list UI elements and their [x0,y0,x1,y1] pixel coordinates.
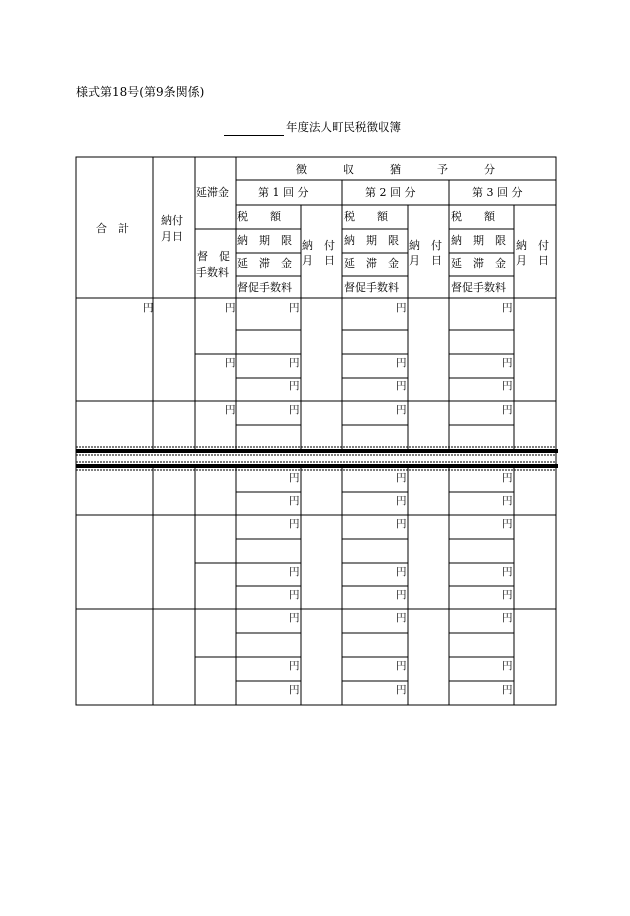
header-delinquency: 延滞金 [196,186,229,199]
header-late-fee: 延 滞 金 [344,257,399,270]
yen-unit: 円 [502,660,513,672]
header-due-date: 納 期 限 [451,234,506,247]
header-paydate-line1: 納付 [161,214,183,227]
header-deferral-char: 予 [437,163,448,176]
yen-unit: 円 [143,302,154,314]
header-paydate-line2: 月日 [161,230,183,243]
yen-unit: 円 [396,302,407,314]
yen-unit: 円 [502,404,513,416]
header-reminder-fee: 督促手数料 [344,281,399,294]
yen-unit: 円 [225,404,236,416]
page-title: 年度法人町民税徴収簿 [286,120,401,134]
header-deferral-char: 分 [484,163,495,176]
header-installment-1: 第 1 回 分 [258,186,309,199]
yen-unit: 円 [289,518,300,530]
yen-unit: 円 [289,472,300,484]
yen-unit: 円 [502,472,513,484]
yen-unit: 円 [396,518,407,530]
form-number-label: 様式第18号(第9条関係) [76,85,205,99]
header-late-fee: 延 滞 金 [237,257,292,270]
header-late-fee: 延 滞 金 [451,257,506,270]
yen-unit: 円 [289,660,300,672]
header-pay-line2: 月 日 [409,254,442,267]
yen-unit: 円 [502,684,513,696]
yen-unit: 円 [396,357,407,369]
header-tax-amount: 税 額 [451,210,495,223]
yen-unit: 円 [289,566,300,578]
header-installment-3: 第 3 回 分 [472,186,523,199]
yen-unit: 円 [289,404,300,416]
header-reminder-line2: 手数料 [196,266,229,279]
yen-unit: 円 [502,495,513,507]
header-tax-amount: 税 額 [344,210,388,223]
header-due-date: 納 期 限 [344,234,399,247]
yen-unit: 円 [396,404,407,416]
yen-unit: 円 [396,472,407,484]
header-pay-line2: 月 日 [302,254,335,267]
yen-unit: 円 [289,612,300,624]
yen-unit: 円 [289,589,300,601]
yen-unit: 円 [396,660,407,672]
yen-unit: 円 [396,380,407,392]
yen-unit: 円 [289,684,300,696]
header-pay-line1: 納 付 [302,239,335,252]
yen-unit: 円 [502,612,513,624]
yen-unit: 円 [502,589,513,601]
header-pay-line1: 納 付 [409,239,442,252]
yen-unit: 円 [289,357,300,369]
header-deferral-char: 収 [343,163,354,176]
header-tax-amount: 税 額 [237,210,281,223]
yen-unit: 円 [225,357,236,369]
yen-unit: 円 [396,495,407,507]
yen-unit: 円 [502,302,513,314]
yen-unit: 円 [502,380,513,392]
yen-unit: 円 [502,566,513,578]
yen-unit: 円 [396,566,407,578]
yen-unit: 円 [396,589,407,601]
yen-unit: 円 [225,302,236,314]
header-total: 合 計 [96,222,129,235]
header-due-date: 納 期 限 [237,234,292,247]
yen-unit: 円 [289,302,300,314]
header-installment-2: 第 2 回 分 [365,186,416,199]
header-pay-line1: 納 付 [516,239,549,252]
header-deferral-char: 徴 [296,163,307,176]
header-reminder-fee: 督促手数料 [451,281,506,294]
yen-unit: 円 [289,495,300,507]
yen-unit: 円 [502,357,513,369]
yen-unit: 円 [289,380,300,392]
yen-unit: 円 [396,612,407,624]
yen-unit: 円 [502,518,513,530]
header-deferral-char: 猶 [390,163,401,176]
header-reminder-fee: 督促手数料 [237,281,292,294]
header-reminder-line1: 督 促 [197,250,230,263]
yen-unit: 円 [396,684,407,696]
header-pay-line2: 月 日 [516,254,549,267]
